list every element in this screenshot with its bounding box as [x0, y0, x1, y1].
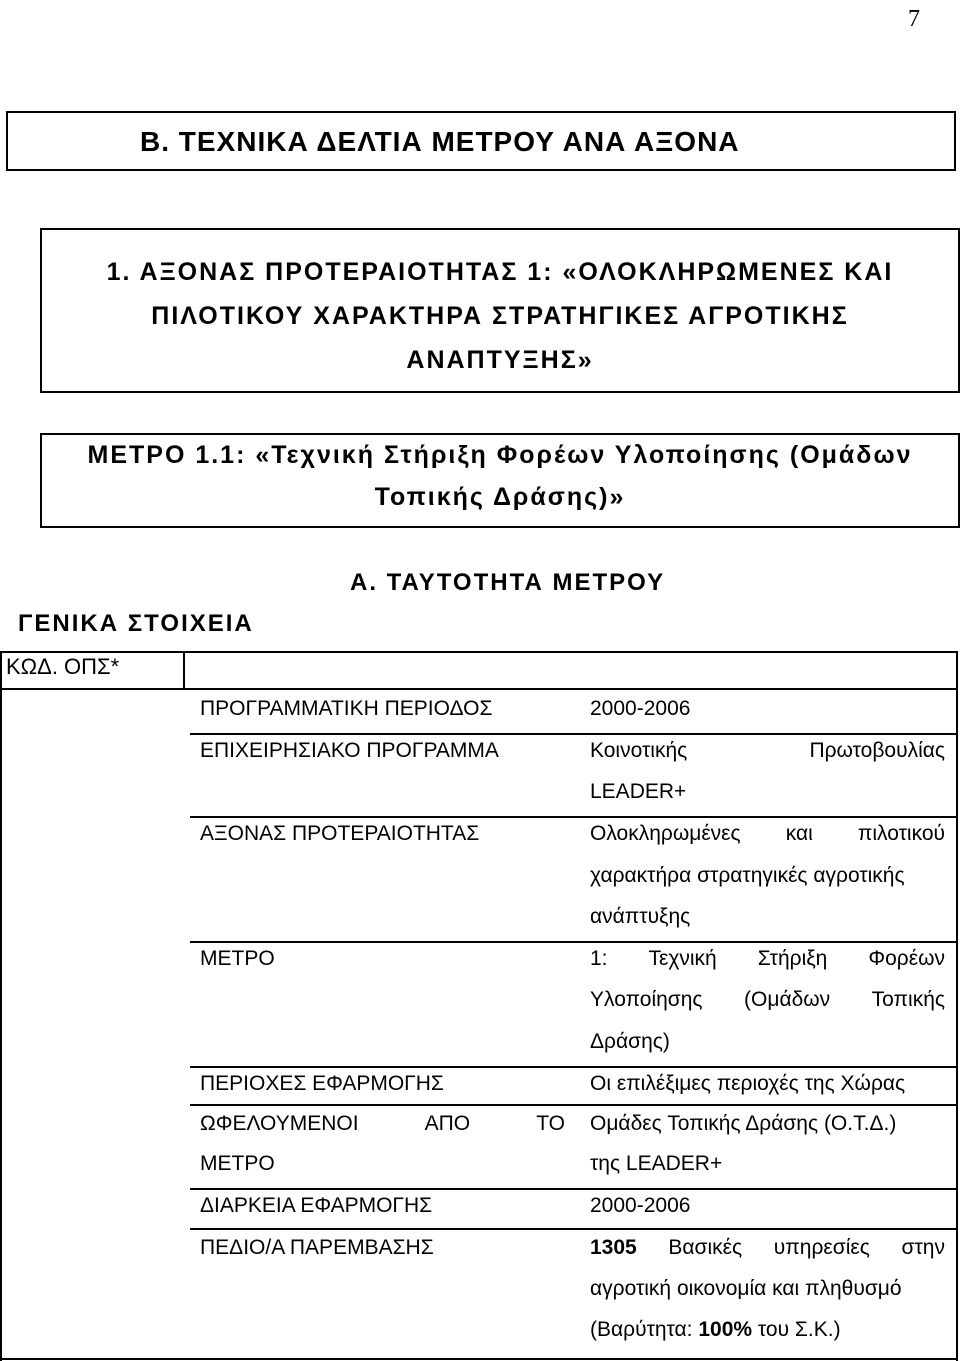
- measure-value-word: 1:: [590, 947, 608, 970]
- table-left-border: [0, 651, 2, 1361]
- axis-value-line1: [590, 813, 945, 855]
- axis-value-line2: χαρακτήρα στρατηγικές αγροτικής: [590, 864, 905, 887]
- period-label: ΠΡΟΓΡΑΜΜΑΤΙΚΗ ΠΕΡΙΟΔΟΣ: [200, 697, 493, 720]
- axis-label: ΑΞΟΝΑΣ ΠΡΟΤΕΡΑΙΟΤΗΤΑΣ: [200, 822, 480, 845]
- table-bottom-border: [0, 1358, 958, 1360]
- areas-label: ΠΕΡΙΟΧΕΣ ΕΦΑΡΜΟΓΗΣ: [200, 1072, 444, 1095]
- field-value-word: στην: [901, 1236, 945, 1259]
- axis-title-line2: ΠΙΛΟΤΙΚΟΥ ΧΑΡΑΚΤΗΡΑ ΣΤΡΑΤΗΓΙΚΕΣ ΑΓΡΟΤΙΚΗΣ: [151, 302, 849, 330]
- duration-label: ΔΙΑΡΚΕΙΑ ΕΦΑΡΜΟΓΗΣ: [200, 1194, 433, 1217]
- field-weight-percent: 100%: [698, 1318, 753, 1341]
- measure-value-line2: [590, 979, 945, 1021]
- beneficiaries-label-line2: ΜΕΤΡΟ: [200, 1152, 275, 1175]
- field-code: 1305: [590, 1236, 637, 1259]
- axis-value-line3: ανάπτυξης: [590, 905, 691, 928]
- page-number: 7: [908, 6, 920, 32]
- field-weight-suffix: του Σ.Κ.): [752, 1318, 841, 1341]
- beneficiaries-label-word: ΑΠΟ: [424, 1112, 471, 1135]
- measure-value-word: Στήριξη: [757, 947, 828, 970]
- measure-value-word: Υλοποίησης: [590, 988, 703, 1011]
- general-info-heading: ΓΕΝΙΚΑ ΣΤΟΙΧΕΙΑ: [18, 610, 254, 637]
- axis-title-line1: 1. ΑΞΟΝΑΣ ΠΡΟΤΕΡΑΙΟΤΗΤΑΣ 1: «ΟΛΟΚΛΗΡΩΜΕΝΕΣ ΚΑΙ: [106, 258, 894, 286]
- section-b-title: Β. ΤΕΧΝΙΚΑ ΔΕΛΤΙΑ ΜΕΤΡΟΥ ΑΝΑ ΑΞΟΝΑ: [140, 126, 740, 157]
- program-value-line1: [590, 730, 945, 772]
- measure-value-line1: [590, 938, 945, 980]
- program-value-word: Κοινοτικής: [590, 739, 688, 762]
- axis-value-word: πιλοτικού: [857, 822, 945, 845]
- axis-value-word: και: [785, 822, 813, 845]
- measure-title-line1: ΜΕΤΡΟ 1.1: «Τεχνική Στήριξη Φορέων Υλοποίησης (Ομάδων: [87, 441, 913, 469]
- period-value: 2000-2006: [590, 697, 691, 720]
- beneficiaries-label-word: ΤΟ: [536, 1112, 565, 1135]
- ops-code-label: ΚΩΔ. ΟΠΣ*: [6, 654, 120, 679]
- field-label: ΠΕΔΙΟ/Α ΠΑΡΕΜΒΑΣΗΣ: [200, 1236, 434, 1259]
- measure-value-word: (Ομάδων: [744, 988, 831, 1011]
- areas-value: Οι επιλέξιμες περιοχές της Χώρας: [590, 1072, 906, 1095]
- measure-value-word: Τεχνική: [648, 947, 717, 970]
- beneficiaries-label-word: ΩΦΕΛΟΥΜΕΝΟΙ: [200, 1112, 359, 1135]
- field-value-line3: [590, 1309, 841, 1351]
- field-value-line1: [590, 1227, 945, 1269]
- measure-value-word: Φορέων: [868, 947, 945, 970]
- measure-title-box: [40, 433, 960, 528]
- measure-value-line3: Δράσης): [590, 1030, 670, 1053]
- code-cell-divider: [183, 651, 185, 689]
- program-value-line2: LEADER+: [590, 780, 687, 803]
- table-top-border: [0, 651, 958, 653]
- beneficiaries-value-line2: της LEADER+: [590, 1152, 723, 1175]
- measure-identity-heading: Α. ΤΑΥΤΟΤΗΤΑ ΜΕΤΡΟΥ: [350, 569, 666, 596]
- field-value-line2: αγροτική οικονομία και πληθυσμό: [590, 1277, 902, 1300]
- section-b-box: [6, 111, 956, 171]
- duration-value: 2000-2006: [590, 1194, 691, 1217]
- beneficiaries-label-line1: [200, 1103, 565, 1145]
- field-weight-prefix: (Βαρύτητα:: [590, 1318, 699, 1341]
- measure-title-line2: Τοπικής Δράσης)»: [374, 483, 626, 511]
- axis-title-line3: ΑΝΑΠΤΥΞΗΣ»: [406, 346, 594, 374]
- program-label: ΕΠΙΧΕΙΡΗΣΙΑΚΟ ΠΡΟΓΡΑΜΜΑ: [200, 739, 499, 762]
- axis-value-word: Ολοκληρωμένες: [590, 822, 741, 845]
- program-value-word: Πρωτοβουλίας: [809, 739, 945, 762]
- table-right-border: [956, 651, 958, 1361]
- measure-label: ΜΕΤΡΟ: [200, 947, 275, 970]
- field-value-word: Βασικές: [668, 1236, 743, 1259]
- field-value-word: υπηρεσίες: [773, 1236, 870, 1259]
- beneficiaries-value-line1: Ομάδες Τοπικής Δράσης (Ο.Τ.Δ.): [590, 1112, 897, 1135]
- axis-title-box: [40, 228, 960, 393]
- measure-value-word: Τοπικής: [871, 988, 945, 1011]
